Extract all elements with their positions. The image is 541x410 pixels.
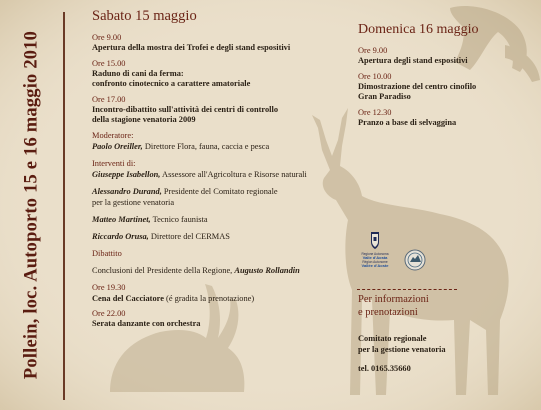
event-note: (é gradita la prenotazione)	[163, 293, 255, 303]
region-logos	[357, 228, 437, 276]
moderator	[92, 141, 352, 152]
event-time: Ore 9.00	[358, 46, 388, 55]
conclusions	[92, 265, 352, 276]
divider-line	[63, 12, 65, 400]
info-title: Per informazioni e prenotazioni	[358, 294, 429, 318]
speaker-name: Matteo Martinet,	[92, 214, 151, 224]
speaker-role: Presidente del Comitato regionale per la gestione venatoria	[92, 186, 278, 207]
speaker-role: Direttore Flora, fauna, caccia e pesca	[142, 141, 270, 151]
event-time: Ore 17.00	[92, 94, 126, 104]
event-desc: Raduno di cani da ferma: confronto cinotecnico a carattere amatoriale	[92, 68, 251, 88]
event-time: Ore 10.00	[358, 71, 392, 81]
moderator-label: Moderatore:	[92, 130, 134, 140]
speaker	[92, 169, 352, 180]
svg-text:Vallée d'Aoste: Vallée d'Aoste	[361, 263, 389, 268]
event-item	[92, 282, 352, 305]
event-time: Ore 22.00	[92, 309, 126, 318]
conclusions-text: Conclusioni del Presidente della Regione,	[92, 265, 235, 275]
event-desc: Apertura degli stand espositivi	[358, 56, 468, 65]
info-organization: Comitato regionale per la gestione venatoria	[358, 334, 446, 354]
event-desc: Cena del Cacciatore	[92, 293, 164, 303]
event-time: Ore 12.30	[358, 107, 392, 117]
svg-text:Valle d'Aosta: Valle d'Aosta	[362, 255, 388, 260]
svg-text:Regione Autonoma: Regione Autonoma	[361, 252, 389, 256]
event-item	[92, 308, 352, 330]
event-item	[92, 58, 352, 90]
saturday-program	[92, 8, 352, 334]
event-item	[92, 32, 352, 54]
speaker	[92, 186, 352, 208]
event-time: Ore 9.00	[92, 33, 122, 42]
conclusions-name: Augusto Rollandin	[234, 265, 300, 275]
event-item	[92, 94, 352, 126]
speaker-name: Giuseppe Isabellon,	[92, 169, 161, 179]
speaker-role: Tecnico faunista	[150, 214, 208, 224]
speaker-name: Alessandro Durand,	[92, 186, 162, 196]
speaker	[92, 214, 352, 225]
event-desc: Pranzo a base di selvaggina	[358, 117, 457, 127]
event-item	[358, 71, 536, 103]
event-item	[358, 107, 536, 129]
info-phone: tel. 0165.35660	[358, 364, 411, 373]
valle-daosta-crest-logo	[361, 232, 389, 268]
speaker-role: Direttore del CERMAS	[148, 231, 230, 241]
speaker-role: Assessore all'Agricoltura e Risorse naturali	[160, 169, 307, 179]
event-time: Ore 19.30	[92, 282, 126, 292]
event-time: Ore 15.00	[92, 58, 126, 68]
event-desc: Incontro-dibattito sull'attività dei centri di controllo della stagione venatoria 2009	[92, 104, 279, 124]
sunday-program	[358, 22, 536, 132]
event-location-date: Pollein, loc. Autoporto 15 e 16 maggio 2010	[21, 30, 42, 380]
speaker	[92, 231, 352, 242]
spine-banner	[4, 0, 60, 410]
debate-label: Dibattito	[92, 248, 122, 258]
event-desc: Dimostrazione del centro cinofilo Gran Paradiso	[358, 81, 477, 101]
saturday-title: Sabato 15 maggio	[92, 8, 197, 24]
sunday-title: Domenica 16 maggio	[358, 22, 479, 37]
event-item	[358, 45, 536, 67]
event-desc: Serata danzante con orchestra	[92, 319, 201, 328]
speakers-label: Interventi di:	[92, 158, 136, 168]
speaker-name: Paolo Oreiller,	[92, 141, 143, 151]
info-divider	[357, 289, 457, 290]
svg-text:Région Autonome: Région Autonome	[362, 260, 388, 264]
hunting-committee-logo	[405, 250, 425, 270]
event-desc: Apertura della mostra dei Trofei e degli stand espositivi	[92, 43, 291, 52]
speaker-name: Riccardo Orusa,	[92, 231, 149, 241]
